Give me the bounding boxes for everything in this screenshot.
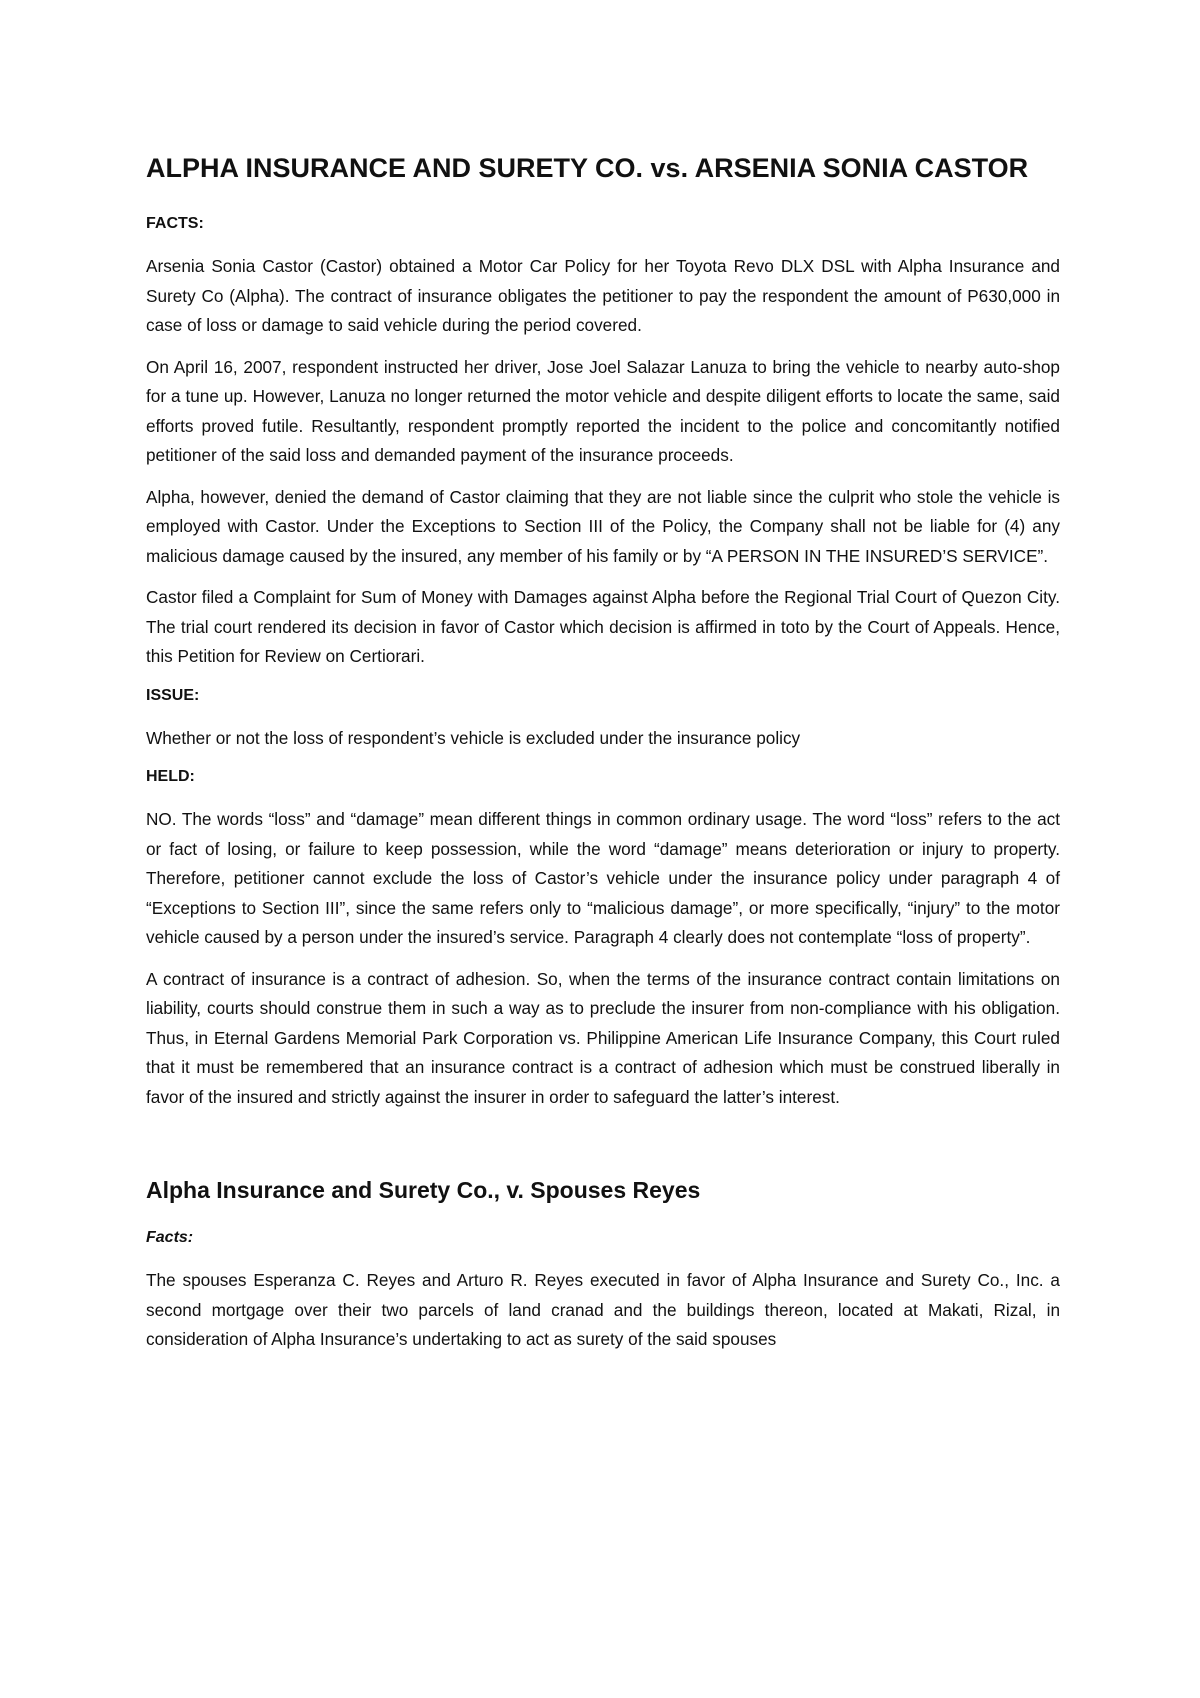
case1-issue-label: ISSUE: (146, 686, 200, 704)
case1-facts-paragraph: Castor filed a Complaint for Sum of Money with Damages against Alpha before the Regional Trial Court of Quezon City. The trial court rendered its decision in favor of Castor which decision is affirmed in toto by the Court of Appeals. Hence, this Petition for Review on Certiorari. (146, 587, 1060, 666)
case2-facts-paragraph: The spouses Esperanza C. Reyes and Arturo R. Reyes executed in favor of Alpha Insurance and Surety Co., Inc. a second mortgage over their two parcels of land cranad and the buildings thereon, located at Makati, Rizal, in consideration of Alpha Insurance’s undertaking to act as surety of the said spouses (146, 1270, 1060, 1349)
section-spacer (146, 1124, 1060, 1172)
case1-facts-paragraph: Arsenia Sonia Castor (Castor) obtained a Motor Car Policy for her Toyota Revo DLX DSL with Alpha Insurance and Surety Co (Alpha). The contract of insurance obligates the petitioner to pay the respondent the amount of P630,000 in case of loss or damage to said vehicle during the period covered. (146, 256, 1060, 335)
case1-facts-label: FACTS: (146, 215, 204, 232)
case1-issue-paragraph: Whether or not the loss of respondent’s vehicle is excluded under the insurance policy (146, 727, 801, 748)
case1-held-paragraph: A contract of insurance is a contract of adhesion. So, when the terms of the insurance contract contain limitations on liability, courts should construe them in such a way as to preclude the insurer from non-compliance with his obligation. Thus, in Eternal Gardens Memorial Park Corporation vs. Philippine American Life Insurance Company, this Court ruled that it must be remembered that an insurance contract is a contract of adhesion which must be construed liberally in favor of the insured and strictly against the insurer in order to safeguard the latter’s interest. (146, 968, 1060, 1107)
case1-held-label: HELD: (146, 768, 195, 785)
case2-facts-label: Facts: (146, 1229, 194, 1246)
case1-facts-paragraph: On April 16, 2007, respondent instructed her driver, Jose Joel Salazar Lanuza to bring the vehicle to nearby auto-shop for a tune up. However, Lanuza no longer returned the motor vehicle and despite diligent efforts to locate the same, said efforts proved futile. Resultantly, respondent promptly reported the incident to the police and concomitantly notified petitioner of the said loss and demanded payment of the insurance proceeds. (146, 356, 1060, 465)
case1-facts-paragraph: Alpha, however, denied the demand of Castor claiming that they are not liable since the culprit who stole the vehicle is employed with Castor. Under the Exceptions to Section III of the Policy, the Company shall not be liable for (4) any malicious damage caused by the insured, any member of his family or by “A PERSON IN THE INSURED’S SERVICE”. (146, 486, 1060, 566)
case1-title: ALPHA INSURANCE AND SURETY CO. vs. ARSENIA SONIA CASTOR (146, 153, 1029, 183)
case1-held-paragraph: NO. The words “loss” and “damage” mean different things in common ordinary usage. The word “loss” refers to the act or fact of losing, or failure to keep possession, while the word “damage” means deterioration or injury to property. Therefore, petitioner cannot exclude the loss of Castor’s vehicle under the insurance policy under paragraph 4 of “Exceptions to Section III”, since the same refers only to “malicious damage”, or more specifically, “injury” to the motor vehicle caused by a person under the insured’s service. Paragraph 4 clearly does not contemplate “loss of property”. (146, 809, 1060, 947)
case2-title: Alpha Insurance and Surety Co., v. Spouses Reyes (146, 1177, 701, 1203)
